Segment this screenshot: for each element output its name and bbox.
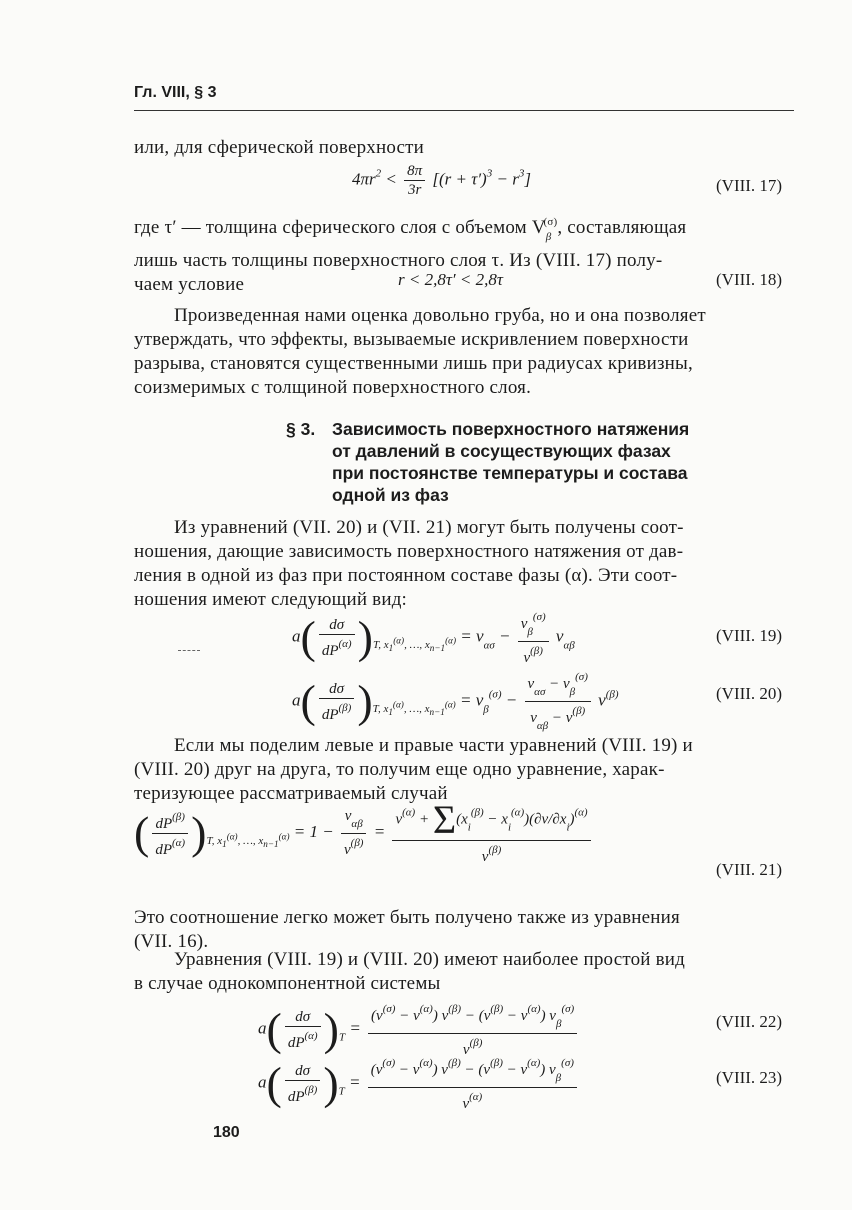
- section-title-line: при постоянстве температуры и состава: [332, 463, 688, 483]
- equation-number-18: (VIII. 18): [716, 270, 783, 289]
- section-title-line: от давлений в сосуществующих фазах: [332, 441, 671, 461]
- paragraph-intro: [134, 136, 794, 160]
- scan-mark: [178, 650, 200, 651]
- equation-number-22: (VIII. 22): [716, 1012, 783, 1031]
- equation-viii-20: a( $\frac{d\sigma}{dP^{(\beta)}}$ )$_{T, x_1^{(\alpha)}, \dots, x_{n-1}^{(\alpha)}} = v_\beta^{(\sigma)}$ − $\frac{v_{\alpha\sigma} - v_\beta^{(\sigma)}}{v_{\alpha\beta} - v^{(\beta)}}$ $v^{(\beta)}$: [292, 668, 619, 735]
- paragraph-line: Если мы поделим левые и правые части уравнений (VIII. 19) и: [174, 735, 693, 756]
- section-number: § 3.: [286, 419, 316, 439]
- equation-number-19: (VIII. 19): [716, 626, 783, 645]
- equation-viii-21: ( $\frac{dP^{(\beta)}}{dP^{(\alpha)}}$ )$_{T, x_1^{(\alpha)}, \dots, x_{n-1}^{(\alpha)}} = 1$ − $\frac{v_{\alpha\beta}}{v^{(\beta)}}$ = $\frac{v^{(\alpha)} + \Sigma(x_i^{(\beta)} - x_i^{(\alpha)})(\partial v/\partial x_i)^{(\alpha)}}{v^{(\beta)}}$: [134, 800, 594, 866]
- page-number: 180: [213, 1124, 240, 1141]
- running-head: Гл. VIII, § 3: [134, 84, 217, 101]
- equation-number-20: (VIII. 20): [716, 684, 783, 703]
- equation-number-17: (VIII. 17): [716, 176, 783, 195]
- paragraph-line: соизмеримых с толщиной поверхностного слоя.: [134, 377, 532, 398]
- paragraph-line: (VIII. 20) друг на друга, то получим еще одно уравнение, харак-: [134, 759, 665, 780]
- equation-number-21: (VIII. 21): [716, 860, 783, 879]
- paragraph-relations: [134, 516, 794, 612]
- equation-number-23: (VIII. 23): [716, 1068, 783, 1087]
- paragraph-line: теризующее рассматриваемый случай: [134, 783, 448, 804]
- paragraph-derivation: [134, 906, 794, 954]
- section-title-line: Зависимость поверхностного натяжения: [332, 419, 690, 439]
- section-title-line: одной из фаз: [332, 485, 449, 505]
- equation-viii-18: r < 2,8τ′ < 2,8τ: [398, 270, 503, 289]
- header-rule: [134, 110, 794, 111]
- paragraph-line: ления в одной из фаз при постоянном составе фазы (α). Эти соот-: [134, 565, 678, 586]
- paragraph-line: лишь часть толщины поверхностного слоя τ. Из (VIII. 17) полу-: [134, 250, 663, 271]
- equation-viii-17: $4\pi r^2$ < $\frac{8\pi}{3r}$ $[(r + \tau')^3 - r^3]$: [352, 163, 531, 198]
- paragraph-line: или, для сферической поверхности: [134, 137, 425, 158]
- paragraph-estimate: [134, 304, 794, 400]
- paragraph-line: разрыва, становятся существенными лишь при радиусах кривизны,: [134, 353, 693, 374]
- paragraph-line: ношения имеют следующий вид:: [134, 589, 408, 610]
- paragraph-divide: [134, 734, 794, 806]
- paragraph-line: чаем условие: [134, 274, 245, 295]
- paragraph-line: Из уравнений (VII. 20) и (VII. 21) могут быть получены соот-: [174, 517, 684, 538]
- equation-viii-19: a( $\frac{d\sigma}{dP^{(\alpha)}}$ )$_{T, x_1^{(\alpha)}, \dots, x_{n-1}^{(\alpha)}} = v_{\alpha\sigma}$ − $\frac{v_\beta^{(\sigma)}}{v^{(\beta)}}$ $v_{\alpha\beta}$: [292, 608, 575, 667]
- equation-viii-22: a( $\frac{d\sigma}{dP^{(\alpha)}}$ )$_T$ = $\frac{(v^{(\sigma)} - v^{(\alpha)}) v^{(\beta)} - (v^{(\beta)} - v^{(\alpha)}) v_\beta^{(\sigma)}}{v^{(\beta)}}$: [258, 1000, 580, 1059]
- paragraph-line: утверждать, что эффекты, вызываемые искривлением поверхности: [134, 329, 689, 350]
- equation-viii-23: a( $\frac{d\sigma}{dP^{(\beta)}}$ )$_T$ = $\frac{(v^{(\sigma)} - v^{(\alpha)}) v^{(\beta)} - (v^{(\beta)} - v^{(\alpha)}) v_\beta^{(\sigma)}}{v^{(\alpha)}}$: [258, 1054, 580, 1113]
- paragraph-line: ношения, дающие зависимость поверхностного натяжения от дав-: [134, 541, 684, 562]
- paragraph-line: Уравнения (VIII. 19) и (VIII. 20) имеют наиболее простой вид: [174, 949, 686, 970]
- paragraph-line: Произведенная нами оценка довольно груба, но и она позволяет: [174, 305, 706, 326]
- paragraph-line: где τ′ — толщина сферического слоя с объемом $V_\beta^{(\sigma)}$, составляющая: [134, 216, 687, 243]
- paragraph-single-component: [134, 948, 794, 996]
- paragraph-line: Это соотношение легко может быть получено также из уравнения: [134, 907, 680, 928]
- section-heading: [286, 418, 786, 506]
- paragraph-line: (VII. 16).: [134, 931, 209, 952]
- paragraph-line: в случае однокомпонентной системы: [134, 973, 441, 994]
